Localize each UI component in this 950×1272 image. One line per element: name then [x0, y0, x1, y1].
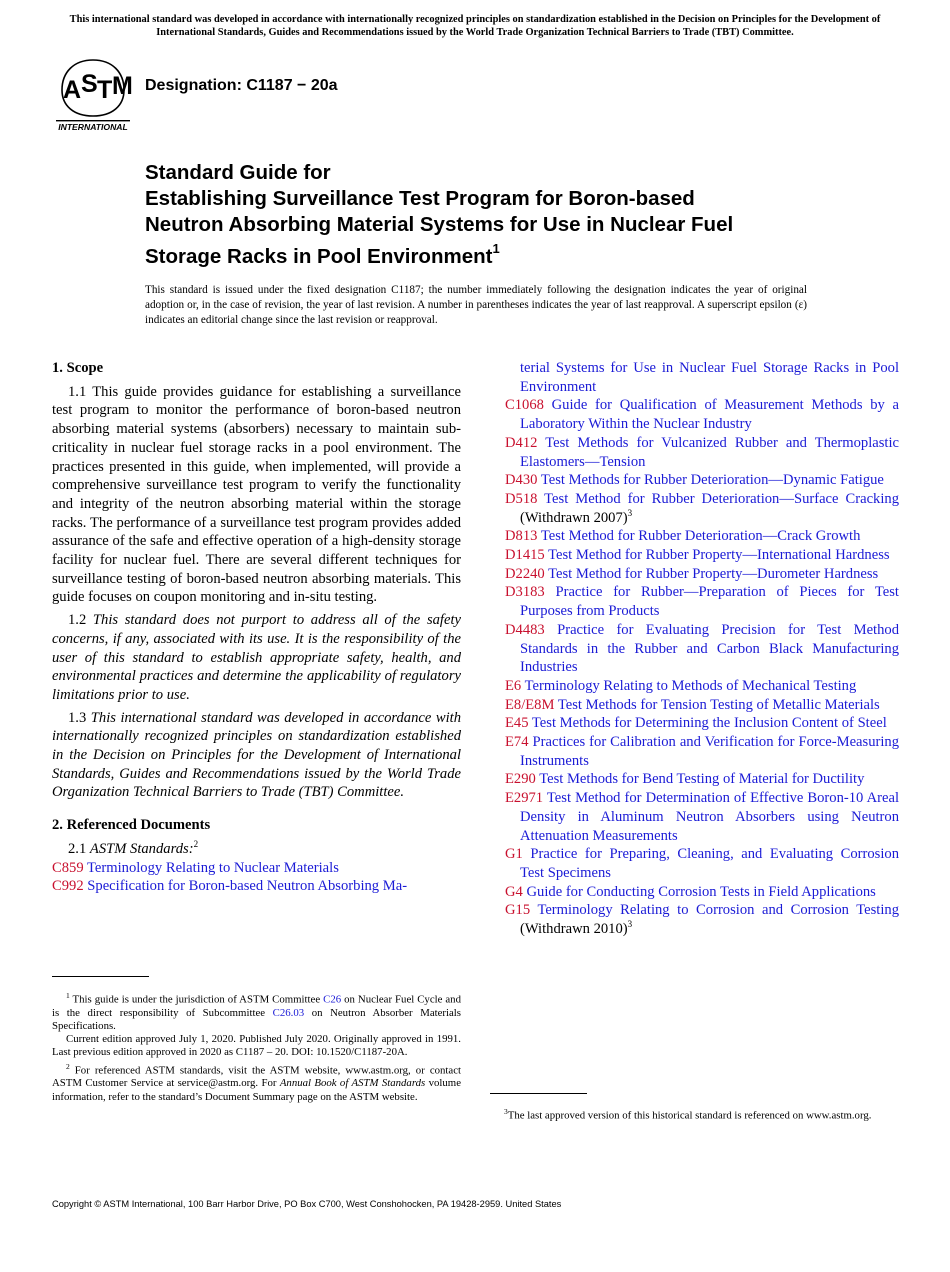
logo-letter-t: T	[97, 76, 113, 104]
section-2-heading: 2. Referenced Documents	[52, 817, 211, 834]
reference-item[interactable]	[505, 733, 899, 770]
reference-code-link[interactable]: D4483	[505, 621, 545, 638]
document-title	[145, 160, 865, 270]
paragraph-text: This standard does not purport to address all of the safety concerns, if any, associated with its use. It is the responsibility of the user of this standard to establish appropriate safety, health, and environmental practices and determine the applicability of regulatory limitations prior to use.	[52, 612, 461, 703]
reference-title-link[interactable]: Test Method for Rubber Property—Durometer Hardness	[548, 565, 879, 582]
reference-item[interactable]	[505, 546, 899, 565]
reference-item[interactable]	[505, 471, 899, 490]
reference-item[interactable]	[505, 621, 899, 677]
reference-code-link[interactable]: G4	[505, 883, 523, 900]
reference-code-link[interactable]: D3183	[505, 584, 545, 601]
reference-item[interactable]	[505, 583, 899, 620]
footnote-divider	[52, 976, 149, 977]
astm-standards-label: ASTM Standards:	[89, 840, 194, 857]
footnote-text: volume information, refer to the standard’s Document Summary page on the ASTM website.	[52, 1077, 461, 1103]
astm-logo	[50, 54, 136, 134]
reference-title-link[interactable]: Test Method for Rubber Deterioration—Crack Growth	[540, 528, 861, 545]
reference-title-link[interactable]: Test Methods for Rubber Deterioration—Dynamic Fatigue	[540, 472, 884, 489]
reference-item[interactable]	[505, 901, 899, 938]
reference-title-link[interactable]: Terminology Relating to Methods of Mechanical Testing	[524, 677, 857, 694]
footnote-number: 1	[66, 991, 70, 1000]
footnote-text: on Nuclear Fuel Cycle and is the direct responsibility of Subcommittee	[52, 993, 461, 1019]
footnote-mark: 3	[627, 507, 633, 518]
title-line-1: Standard Guide for	[145, 161, 331, 184]
reference-title-link[interactable]: Terminology Relating to Corrosion and Corrosion Testing	[537, 902, 899, 919]
reference-item[interactable]	[505, 677, 899, 696]
paragraph-number: 2.1	[68, 840, 87, 857]
reference-item[interactable]	[505, 789, 899, 845]
paragraph-number: 1.2	[68, 612, 87, 629]
reference-code-link[interactable]: D412	[505, 434, 538, 451]
reference-code-link[interactable]: E6	[505, 677, 522, 694]
footnotes-left	[52, 989, 461, 1104]
reference-code-link[interactable]: D2240	[505, 565, 545, 582]
issuance-note: This standard is issued under the fixed designation C1187; the number immediately following the designation indicates the year of original adoption or, in the case of revision, the year of last revision. A number in parentheses indicates the year of last reapproval. A superscript epsilon (ε) indicates an editorial change since the last revision or reapproval.	[145, 284, 807, 326]
reference-code-link[interactable]: D518	[505, 490, 538, 507]
reference-title-link[interactable]: Test Methods for Bend Testing of Material for Ductility	[539, 771, 865, 788]
reference-code-link[interactable]: E2971	[505, 790, 544, 807]
reference-item[interactable]	[505, 396, 899, 433]
paragraph-1-3	[52, 709, 461, 803]
logo-letter-a: A	[63, 76, 82, 104]
reference-item[interactable]	[505, 527, 899, 546]
reference-title-link[interactable]: Test Method for Rubber Property—International Hardness	[548, 547, 890, 564]
logo-letter-s: S	[81, 70, 98, 98]
reference-code-link[interactable]: D1415	[505, 547, 545, 564]
top-note: This international standard was developed in accordance with internationally recognized principles on standardization established in the Decision on Principles for the Development of International Standards, Guides and Recommendations issued by the World Trade Organization Technical Barriers to Trade (TBT) Committee.	[69, 14, 881, 38]
footnote-text: For referenced ASTM standards, visit the ASTM website, www.astm.org, or contact ASTM Customer Service at service@astm.org. For	[52, 1064, 461, 1090]
title-line-4-text: Storage Racks in Pool Environment	[145, 244, 493, 268]
reference-code-link[interactable]: E74	[505, 734, 529, 751]
reference-item[interactable]	[505, 845, 899, 882]
designation: Designation: C1187 − 20a	[145, 77, 338, 94]
paragraph-text: This international standard was developed in accordance with internationally recognized principles on standardization established in the Decision on Principles for the Development of International Standards, Guides and Recommendations issued by the World Trade Organization Technical Barriers to Trade (TBT) Committee.	[52, 709, 462, 801]
title-line-3: Neutron Absorbing Material Systems for Use in Nuclear Fuel	[145, 213, 734, 236]
paragraph-1-1	[52, 383, 461, 607]
reference-code-link[interactable]: E45	[505, 715, 529, 732]
copyright-line: Copyright © ASTM International, 100 Barr Harbor Drive, PO Box C700, West Conshohocken, PA 19428-2959. United States	[52, 1199, 562, 1209]
reference-item[interactable]	[52, 859, 461, 878]
footnote-italic-text: Annual Book of ASTM Standards	[279, 1077, 426, 1090]
footnote-number: 3	[504, 1107, 508, 1116]
footnote-3	[490, 1105, 899, 1123]
reference-title-link[interactable]: Terminology Relating to Nuclear Materials	[87, 859, 339, 876]
reference-title-link[interactable]: Practice for Rubber—Preparation of Pieces for Test Purposes from Products	[520, 584, 899, 620]
reference-item[interactable]	[505, 696, 899, 715]
reference-item[interactable]	[505, 565, 899, 584]
reference-item[interactable]	[505, 490, 899, 527]
logo-subtitle: INTERNATIONAL	[58, 122, 128, 132]
reference-code-link[interactable]: E8/E8M	[505, 696, 555, 713]
withdrawn-note: (Withdrawn 2010)	[520, 921, 628, 938]
reference-code-link[interactable]: G1	[505, 846, 523, 863]
committee-link[interactable]: C26	[323, 993, 342, 1006]
footnote-1	[52, 989, 461, 1033]
reference-list-left	[52, 859, 461, 896]
section-1-heading: 1. Scope	[52, 360, 104, 376]
paragraph-number: 1.3	[68, 709, 87, 726]
reference-item[interactable]	[505, 770, 899, 789]
paragraph-1-2	[52, 611, 461, 705]
reference-title-link[interactable]: Test Method for Determination of Effective Boron-10 Areal Density in Aluminum Neutron Absorbers using Neutron Attenuation Measurements	[520, 790, 899, 844]
reference-title-link[interactable]: Test Method for Rubber Deterioration—Surface Cracking	[544, 490, 899, 507]
right-column	[505, 359, 899, 939]
footnote-text: The last approved version of this historical standard is referenced on www.astm.org.	[507, 1109, 872, 1122]
paragraph-2-1	[52, 840, 461, 859]
reference-title-link[interactable]: Practice for Evaluating Precision for Test Method Standards in the Rubber and Carbon Black Manufacturing Industries	[520, 621, 899, 676]
footnote-divider	[490, 1093, 587, 1094]
title-line-2: Establishing Surveillance Test Program for Boron-based	[145, 187, 695, 210]
reference-title-link[interactable]: Test Methods for Determining the Inclusion Content of Steel	[531, 715, 887, 732]
footnotes-right	[490, 1105, 899, 1123]
reference-code-link[interactable]: C992	[52, 878, 84, 895]
reference-item[interactable]	[505, 883, 899, 902]
footnote-mark: 2	[193, 839, 199, 850]
reference-item[interactable]	[52, 877, 461, 896]
reference-title-link[interactable]: terial Systems for Use in Nuclear Fuel Storage Racks in Pool Environment	[520, 360, 899, 395]
reference-item[interactable]	[505, 434, 899, 471]
reference-title-link[interactable]: Practices for Calibration and Verification for Force-Measuring Instruments	[520, 734, 900, 769]
edition-note: Current edition approved July 1, 2020. Published July 2020. Originally approved in 1991. Last previous edition approved in 2020 as C1187 – 20. DOI: 10.1520/C1187-20A.	[52, 1033, 461, 1059]
reference-code-link[interactable]: G15	[505, 902, 531, 919]
reference-title-link[interactable]: Guide for Qualification of Measurement Methods by a Laboratory Within the Nuclear Industry	[520, 397, 899, 433]
title-footnote-mark: 1	[492, 241, 500, 256]
reference-title-link[interactable]: Guide for Conducting Corrosion Tests in Field Applications	[526, 883, 876, 900]
footnote-2	[52, 1060, 461, 1104]
reference-code-link[interactable]: C859	[52, 859, 84, 876]
footnote-text: on Neutron Absorber Materials Specifications.	[52, 1006, 461, 1032]
left-column	[52, 359, 461, 896]
reference-title-link[interactable]: Test Methods for Vulcanized Rubber and Thermoplastic Elastomers—Tension	[520, 434, 899, 470]
reference-continuation[interactable]	[505, 359, 899, 396]
reference-code-link[interactable]: E290	[505, 771, 536, 788]
reference-list-right	[505, 396, 899, 938]
reference-title-link[interactable]: Test Methods for Tension Testing of Metallic Materials	[557, 696, 880, 713]
reference-code-link[interactable]: C1068	[505, 397, 544, 414]
withdrawn-note: (Withdrawn 2007)	[520, 509, 628, 526]
reference-title-link[interactable]: Specification for Boron-based Neutron Absorbing Ma-	[87, 878, 408, 895]
footnote-number: 2	[66, 1061, 70, 1071]
reference-code-link[interactable]: D430	[505, 472, 538, 489]
reference-item[interactable]	[505, 714, 899, 733]
footnote-mark: 3	[627, 919, 633, 930]
footnote-text: This guide is under the jurisdiction of ASTM Committee	[72, 993, 324, 1006]
title-line-4	[145, 238, 865, 270]
paragraph-text: This guide provides guidance for establishing a surveillance test program to monitor the performance of boron-based neutron absorbing material systems (absorbers) necessary to maintain sub-criticality in nuclear fuel storage racks in a pool environment. The practices presented in this guide, when implemented, will provide a comprehensive surveillance test program to verify the functionality and integrity of the neutron absorbing material within the storage racks. The performance of a surveillance test program provides added assurance of the safe and effective operation of a high-density storage facility for nuclear fuel. There are several different techniques for surveillance testing of boron-based neutron absorbing materials. This guide focuses on coupon monitoring and in-situ testing.	[52, 383, 461, 606]
paragraph-number: 1.1	[68, 383, 87, 400]
reference-title-link[interactable]: Practice for Preparing, Cleaning, and Evaluating Corrosion Test Specimens	[520, 846, 899, 881]
subcommittee-link[interactable]: C26.03	[272, 1006, 305, 1019]
reference-code-link[interactable]: D813	[505, 528, 538, 545]
logo-letter-m: M	[112, 72, 133, 100]
